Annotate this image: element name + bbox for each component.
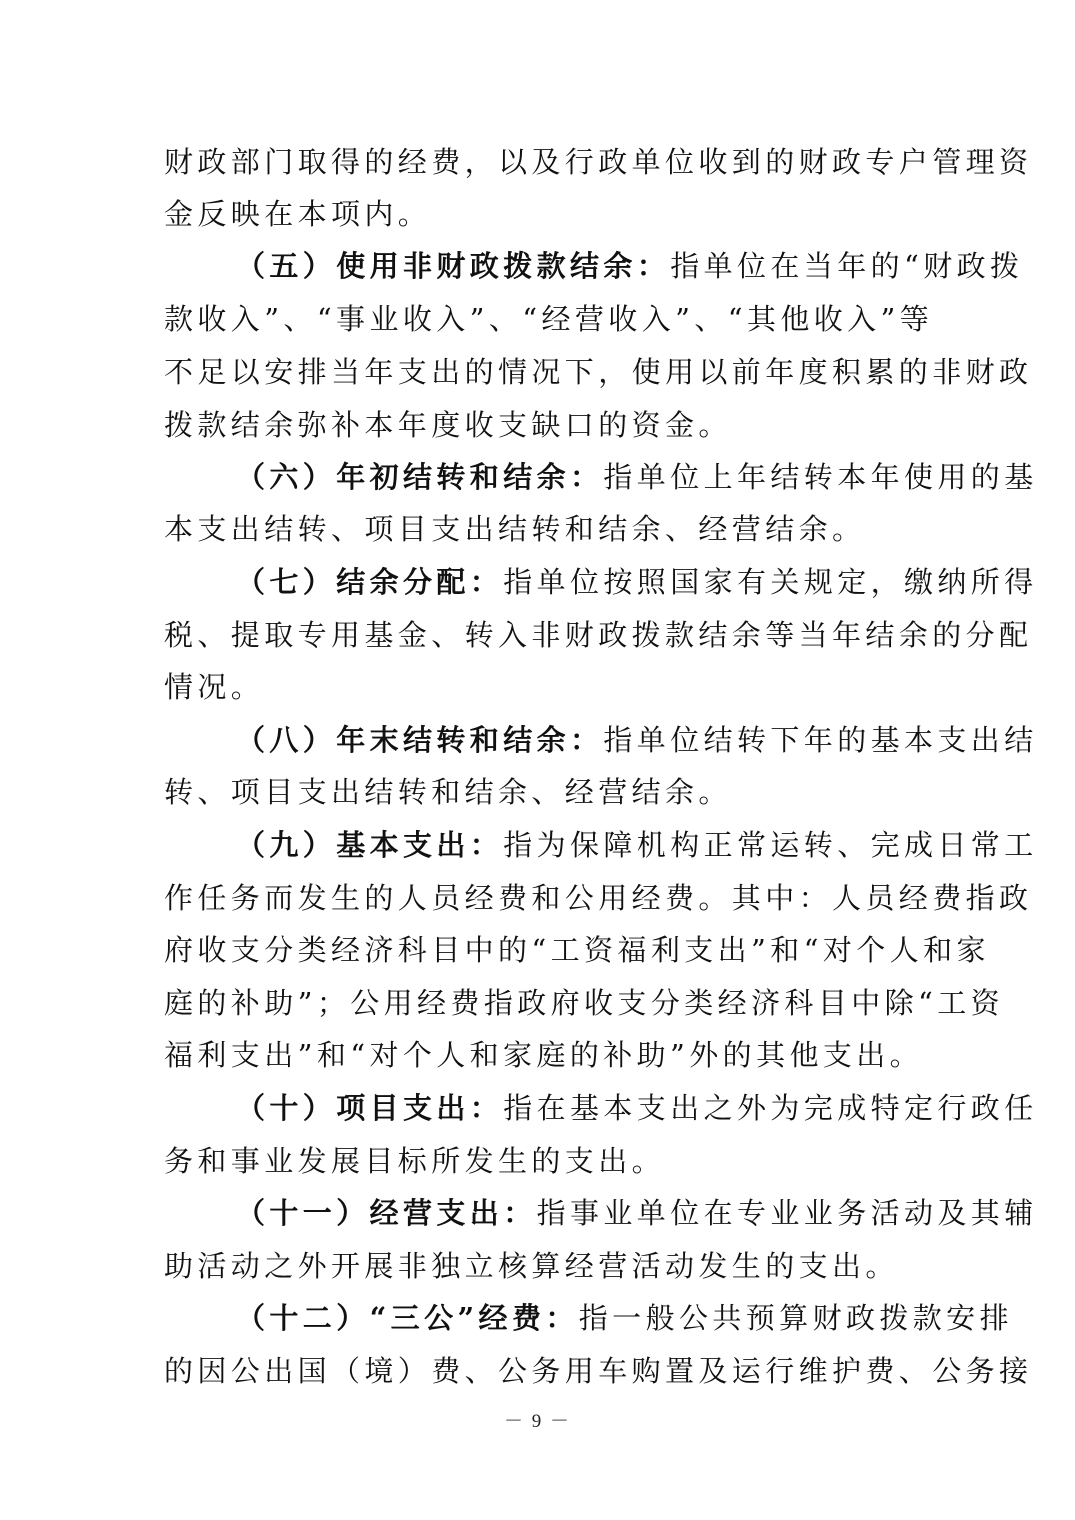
section-line <box>236 457 1038 497</box>
section-line <box>236 720 1038 760</box>
section-text: 指为保障机构正常运转、完成日常工 <box>503 828 1038 862</box>
section-text: 指单位结转下年的基本支出结 <box>603 723 1038 757</box>
body-text-line: 款收入”、“事业收入”、“经营收入”、“其他收入”等 <box>164 302 934 336</box>
body-text-line: 作任务而发生的人员经费和公用经费。其中：人员经费指政 <box>164 881 1033 915</box>
section-line <box>236 562 1038 602</box>
section-line <box>236 1088 1038 1128</box>
section-line <box>236 1298 1013 1338</box>
section-text: 指单位按照国家有关规定，缴纳所得 <box>503 565 1038 599</box>
body-text-line: 财政部门取得的经费，以及行政单位收到的财政专户管理资 <box>164 145 1033 179</box>
section-text: 指单位上年结转本年使用的基 <box>603 460 1038 494</box>
section-heading: （九）基本支出： <box>236 828 504 862</box>
body-text-line: 福利支出”和“对个人和家庭的补助”外的其他支出。 <box>164 1038 924 1072</box>
body-text-line: 本支出结转、项目支出结转和结余、经营结余。 <box>164 512 866 546</box>
section-heading: （八）年末结转和结余： <box>236 723 604 757</box>
body-text-line: 务和事业发展目标所发生的支出。 <box>164 1144 666 1178</box>
section-text: 指在基本支出之外为完成特定行政任 <box>503 1091 1038 1125</box>
section-heading: （六）年初结转和结余： <box>236 460 604 494</box>
body-text-line: 拨款结余弥补本年度收支缺口的资金。 <box>164 408 732 442</box>
body-text-line: 转、项目支出结转和结余、经营结余。 <box>164 775 732 809</box>
section-text: 指事业单位在专业业务活动及其辅 <box>536 1196 1038 1230</box>
section-heading: （十一）经营支出： <box>236 1196 537 1230</box>
body-text-line: 助活动之外开展非独立核算经营活动发生的支出。 <box>164 1249 899 1283</box>
body-text-line: 情况。 <box>164 670 265 704</box>
page-number: － 9 － <box>503 1411 571 1432</box>
section-line <box>236 246 1024 286</box>
body-text-line: 的因公出国（境）费、公务用车购置及运行维护费、公务接 <box>164 1354 1033 1388</box>
body-text-line: 庭的补助”；公用经费指政府收支分类经济科目中除“工资 <box>164 986 1005 1020</box>
body-text-line: 府收支分类经济科目中的“工资福利支出”和“对个人和家 <box>164 933 990 967</box>
body-text-line: 税、提取专用基金、转入非财政拨款结余等当年结余的分配 <box>164 618 1033 652</box>
section-heading: （十）项目支出： <box>236 1091 504 1125</box>
section-heading: （十二）“三公”经费： <box>236 1301 579 1335</box>
section-line <box>236 825 1038 865</box>
section-heading: （五）使用非财政拨款结余： <box>236 249 671 283</box>
body-text-line: 不足以安排当年支出的情况下，使用以前年度积累的非财政 <box>164 355 1033 389</box>
section-heading: （七）结余分配： <box>236 565 504 599</box>
section-line <box>236 1193 1038 1233</box>
body-text-line: 金反映在本项内。 <box>164 197 432 231</box>
section-text: 指单位在当年的“财政拨 <box>670 249 1024 283</box>
section-text: 指一般公共预算财政拨款安排 <box>578 1301 1013 1335</box>
